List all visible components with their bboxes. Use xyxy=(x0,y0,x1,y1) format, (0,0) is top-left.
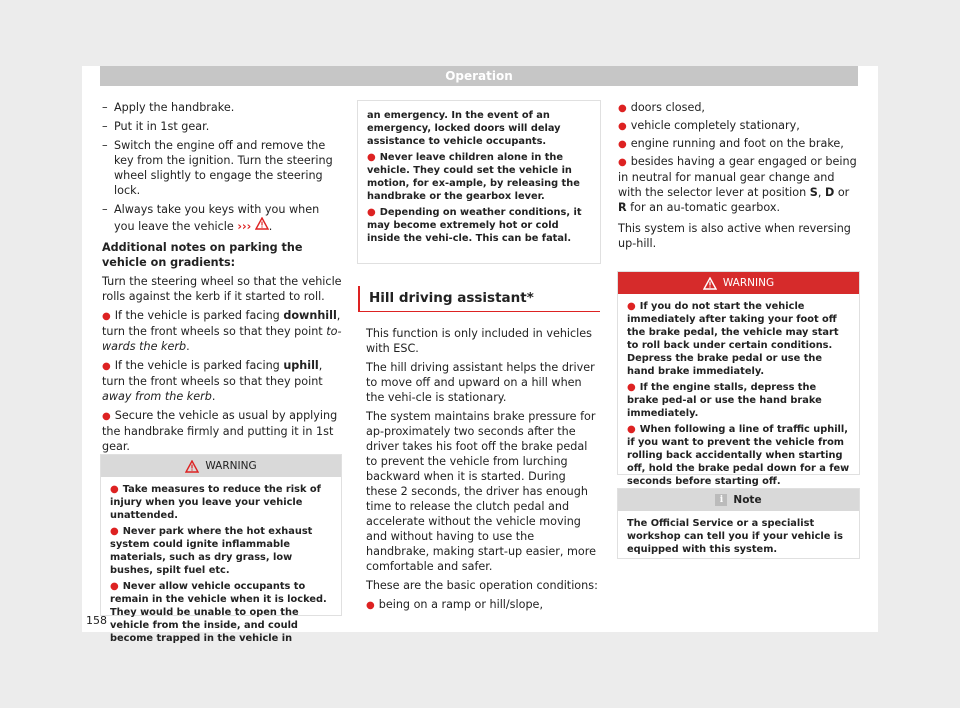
warning-label: WARNING xyxy=(722,276,775,289)
step-item: – Switch the engine off and remove the key from the ignition. Turn the steering wheel slightly to engage the steering lock. xyxy=(102,138,342,198)
page-number: 158 xyxy=(86,614,107,627)
info-icon: i xyxy=(715,494,727,506)
warning-item: ● Never park where the hot exhaust system could ignite inflammable materials, such as dry grass, low bushes, spilt fuel etc. xyxy=(110,526,313,576)
cross-reference-arrow[interactable]: ››› xyxy=(237,220,252,233)
list-item: ● being on a ramp or hill/slope, xyxy=(366,598,543,611)
column-2 xyxy=(358,286,600,617)
warning-text: an emergency. In the event of an emergency, locked doors will delay assistance to vehicle occupants. xyxy=(367,110,561,147)
warning-body xyxy=(358,101,600,256)
list-item: ● If the vehicle is parked facing uphill, turn the front wheels so that they point away from the kerb. xyxy=(102,359,323,403)
warning-item: ● If the engine stalls, depress the brake ped-al or use the hand brake immediately. xyxy=(627,382,822,419)
warning-box xyxy=(617,271,860,487)
list-item: ● besides having a gear engaged or being in neutral for manual gear change and with the selector lever at position S, D or R for an au-tomatic gearbox. xyxy=(618,155,857,214)
warning-item: ● Never leave children alone in the vehicle. They could set the vehicle in motion, for ex-ample, by releasing the handbrake or the gearbox lever. xyxy=(367,152,580,202)
warning-triangle-icon xyxy=(703,277,717,290)
warning-box-continued xyxy=(357,100,601,264)
warning-box xyxy=(100,454,342,644)
warning-triangle-icon xyxy=(255,217,269,230)
warning-item: ● When following a line of traffic uphill, if you want to prevent the vehicle from rolling back accidentally when starting off, hold the brake pedal down for a few seconds before starting off. xyxy=(627,424,850,487)
warning-header xyxy=(618,272,859,294)
warning-item: ● If you do not start the vehicle immediately after taking your foot off the brake pedal, the vehicle may start to roll back under certain conditions. Depress the brake pedal or use the hand brake immediately. xyxy=(627,301,839,377)
column-1 xyxy=(102,100,342,458)
warning-label: WARNING xyxy=(205,459,257,472)
list-item: ● If the vehicle is parked facing downhill, turn the front wheels so that they point to-wards the kerb. xyxy=(102,309,342,353)
subheading: Additional notes on parking the vehicle on gradients: xyxy=(102,241,303,269)
paragraph: This system is also active when reversing up-hill. xyxy=(618,222,851,250)
list-item: ● vehicle completely stationary, xyxy=(618,119,800,132)
page-header: Operation xyxy=(100,66,858,86)
list-item: ● engine running and foot on the brake, xyxy=(618,137,844,150)
section-heading-wrap xyxy=(358,286,600,312)
note-body: The Official Service or a specialist workshop can tell you if your vehicle is equipped with this system. xyxy=(627,518,843,555)
intro-paragraph: Turn the steering wheel so that the vehicle rolls against the kerb if it started to roll. xyxy=(102,275,342,303)
step-item: – Put it in 1st gear. xyxy=(102,119,342,134)
step-text: Always take you keys with you when you leave the vehicle xyxy=(114,203,320,233)
note-header xyxy=(618,489,859,511)
warning-item: ● Never allow vehicle occupants to remain in the vehicle when it is locked. They would be unable to open the vehicle from the inside, and could become trapped in the vehicle in xyxy=(110,581,327,644)
warning-header xyxy=(101,455,341,477)
warning-body xyxy=(101,477,341,656)
warning-body xyxy=(618,294,859,499)
note-box xyxy=(617,488,860,559)
section-title: Hill driving assistant* xyxy=(358,286,600,311)
step-item: – Apply the handbrake. xyxy=(102,100,342,115)
paragraph: These are the basic operation conditions: xyxy=(366,579,598,592)
list-item: ● doors closed, xyxy=(618,101,705,114)
paragraph: This function is only included in vehicles with ESC. xyxy=(366,327,593,355)
paragraph: The system maintains brake pressure for ap-proximately two seconds after the driver takes his foot off the brake pedal to prevent the vehicle from lurching backward when it is started. During these 2 seconds, the driver has enough time to release the clutch pedal and accelerate without the vehicle moving and without having to use the handbrake, making start-up easier, more comfortable and safer. xyxy=(366,410,596,573)
warning-item: ● Take measures to reduce the risk of injury when you leave your vehicle unattended. xyxy=(110,484,321,521)
column-3 xyxy=(618,100,858,255)
step-item: – Always take you keys with you when you leave the vehicle ››› . xyxy=(102,202,342,234)
list-item: ● Secure the vehicle as usual by applying the handbrake firmly and putting it in 1st gear. xyxy=(102,409,338,453)
warning-item: ● Depending on weather conditions, it may become extremely hot or cold inside the vehi-cle. This can be fatal. xyxy=(367,207,582,244)
warning-triangle-icon xyxy=(185,460,199,473)
paragraph: The hill driving assistant helps the driver to move off and upward on a hill when the vehi-cle is stationary. xyxy=(366,361,595,404)
note-label: Note xyxy=(733,493,762,506)
